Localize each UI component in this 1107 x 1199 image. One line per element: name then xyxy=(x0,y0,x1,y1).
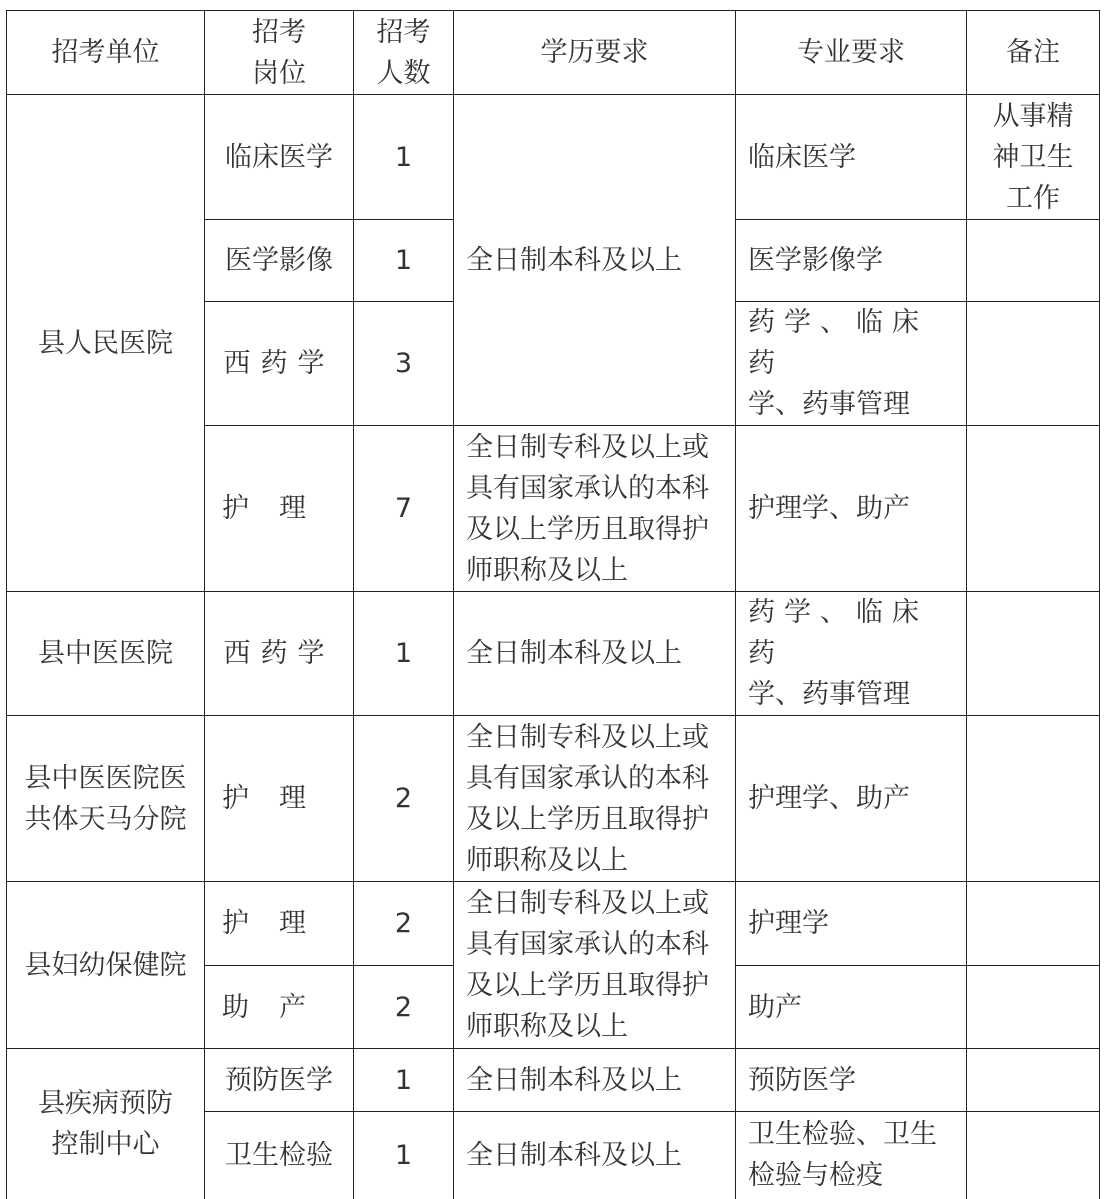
header-education: 学历要求 xyxy=(454,11,736,95)
unit-cell: 县妇幼保健院 xyxy=(7,882,205,1049)
count-cell: 1 xyxy=(354,592,454,716)
major-cell: 护理学 xyxy=(736,882,967,966)
table-row xyxy=(7,716,1100,882)
position-cell: 护理 xyxy=(205,426,354,592)
note-cell xyxy=(967,1049,1100,1112)
position-cell: 预防医学 xyxy=(205,1049,354,1112)
note-cell xyxy=(967,220,1100,302)
education-cell: 全日制本科及以上 xyxy=(454,1112,736,1199)
major-cell: 预防医学 xyxy=(736,1049,967,1112)
count-cell: 1 xyxy=(354,1049,454,1112)
header-position: 招考 岗位 xyxy=(205,11,354,95)
count-cell: 2 xyxy=(354,966,454,1049)
count-cell: 2 xyxy=(354,716,454,882)
major-cell: 护理学、助产 xyxy=(736,426,967,592)
unit-cell: 县人民医院 xyxy=(7,95,205,592)
count-cell: 1 xyxy=(354,95,454,220)
count-cell: 1 xyxy=(354,220,454,302)
note-cell xyxy=(967,426,1100,592)
position-cell: 护理 xyxy=(205,716,354,882)
position-cell: 卫生检验 xyxy=(205,1112,354,1199)
count-cell: 1 xyxy=(354,1112,454,1199)
unit-cell: 县中医医院 xyxy=(7,592,205,716)
major-cell: 药学、临床药 学、药事管理 xyxy=(736,592,967,716)
note-cell xyxy=(967,966,1100,1049)
position-cell: 医学影像 xyxy=(205,220,354,302)
position-cell: 西药学 xyxy=(205,302,354,426)
education-cell: 全日制专科及以上或 具有国家承认的本科 及以上学历且取得护 师职称及以上 xyxy=(454,426,736,592)
note-cell xyxy=(967,882,1100,966)
table-row xyxy=(7,882,1100,966)
major-cell: 临床医学 xyxy=(736,95,967,220)
position-cell: 助产 xyxy=(205,966,354,1049)
note-cell xyxy=(967,716,1100,882)
note-cell xyxy=(967,302,1100,426)
note-cell xyxy=(967,592,1100,716)
major-cell: 助产 xyxy=(736,966,967,1049)
education-cell: 全日制专科及以上或 具有国家承认的本科 及以上学历且取得护 师职称及以上 xyxy=(454,716,736,882)
unit-cell: 县疾病预防 控制中心 xyxy=(7,1049,205,1199)
header-row xyxy=(7,11,1100,95)
major-cell: 药学、临床药 学、药事管理 xyxy=(736,302,967,426)
note-cell xyxy=(967,1112,1100,1199)
count-cell: 3 xyxy=(354,302,454,426)
unit-cell: 县中医医院医 共体天马分院 xyxy=(7,716,205,882)
note-cell: 从事精 神卫生 工作 xyxy=(967,95,1100,220)
header-note: 备注 xyxy=(967,11,1100,95)
position-cell: 护理 xyxy=(205,882,354,966)
table-row xyxy=(7,95,1100,220)
position-cell: 西药学 xyxy=(205,592,354,716)
header-major: 专业要求 xyxy=(736,11,967,95)
header-unit: 招考单位 xyxy=(7,11,205,95)
education-cell: 全日制本科及以上 xyxy=(454,95,736,426)
education-cell: 全日制本科及以上 xyxy=(454,592,736,716)
table-row xyxy=(7,592,1100,716)
count-cell: 2 xyxy=(354,882,454,966)
education-cell: 全日制本科及以上 xyxy=(454,1049,736,1112)
major-cell: 医学影像学 xyxy=(736,220,967,302)
major-cell: 卫生检验、卫生 检验与检疫 xyxy=(736,1112,967,1199)
count-cell: 7 xyxy=(354,426,454,592)
header-count: 招考 人数 xyxy=(354,11,454,95)
table-row xyxy=(7,1049,1100,1112)
major-cell: 护理学、助产 xyxy=(736,716,967,882)
recruitment-table xyxy=(6,10,1100,1199)
education-cell: 全日制专科及以上或 具有国家承认的本科 及以上学历且取得护 师职称及以上 xyxy=(454,882,736,1049)
position-cell: 临床医学 xyxy=(205,95,354,220)
